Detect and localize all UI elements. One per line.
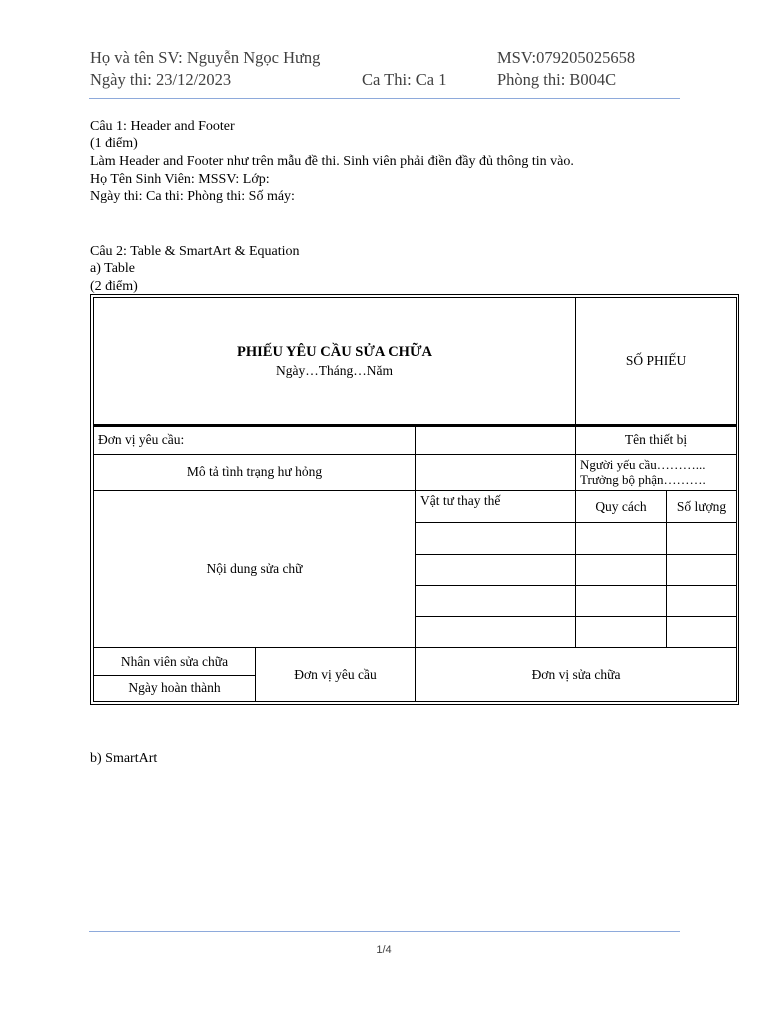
parts-row-4-qty[interactable] [667, 617, 737, 648]
parts-row-2-item[interactable] [416, 554, 576, 585]
header-exam-room: Phòng thi: B004C [497, 70, 617, 89]
repair-staff-label: Nhân viên sửa chữa [120, 653, 229, 669]
parts-row-2-spec[interactable] [576, 554, 667, 585]
header-student-id: MSV:079205025658 [497, 48, 636, 67]
completion-date-label: Ngày hoàn thành [128, 680, 221, 696]
q2b-label: b) SmartArt [90, 751, 158, 766]
q1-name-line: Họ Tên Sinh Viên: MSSV: Lớp: [90, 172, 270, 187]
repair-unit-sign-cell [416, 648, 737, 702]
repair-staff-cell [94, 648, 256, 675]
header-student-name: Họ và tên SV: Nguyễn Ngọc Hưng [90, 48, 321, 67]
q2-title: Câu 2: Table & SmartArt & Equation [90, 244, 300, 259]
parts-row-3-spec[interactable] [576, 585, 667, 616]
header-exam-shift: Ca Thi: Ca 1 [362, 70, 447, 89]
damage-desc-label: Mô tả tình trạng hư hỏng [186, 464, 323, 480]
form-number-cell [576, 298, 737, 426]
parts-row-3-qty[interactable] [667, 585, 737, 616]
spec-header: Quy cách [595, 498, 647, 514]
form-number-label: SỐ PHIẾU [625, 353, 687, 369]
req-unit-sign-cell [256, 648, 416, 702]
replacement-parts-label: Vật tư thay thế [420, 492, 501, 508]
q1-instruction: Làm Header and Footer như trên mẫu đề thi. Sinh viên phải điền đầy đủ thông tin vào. [90, 154, 574, 169]
form-date-line: Ngày…Tháng…Năm [276, 362, 393, 378]
header-exam-date: Ngày thi: 23/12/2023 [90, 70, 232, 89]
q2a-label: a) Table [90, 261, 136, 276]
device-name-cell [576, 426, 737, 454]
parts-row-2-qty[interactable] [667, 554, 737, 585]
repair-unit-sign-label: Đơn vị sửa chữa [531, 666, 621, 682]
q1-date-line: Ngày thi: Ca thi: Phòng thi: Số máy: [90, 189, 295, 204]
damage-desc-value[interactable] [416, 454, 576, 490]
parts-row-1-item[interactable] [416, 523, 576, 554]
replacement-parts-cell [416, 490, 576, 522]
damage-desc-cell [94, 454, 416, 490]
form-title: PHIẾU YÊU CẦU SỬA CHỮA [237, 343, 432, 360]
requesting-unit-value[interactable] [416, 426, 576, 454]
device-name-label: Tên thiết bị [624, 432, 688, 448]
repair-content-cell [94, 490, 416, 648]
parts-row-1-spec[interactable] [576, 523, 667, 554]
repair-request-table [93, 297, 737, 702]
quantity-header-cell [667, 490, 737, 522]
parts-row-1-qty[interactable] [667, 523, 737, 554]
requesting-unit-cell [94, 426, 416, 454]
footer-divider [89, 931, 680, 932]
parts-row-4-spec[interactable] [576, 617, 667, 648]
repair-content-label: Nội dung sửa chữ [206, 561, 303, 577]
header-divider [89, 98, 680, 99]
requester-label: Người yếu cầu………... [580, 457, 706, 473]
parts-row-4-item[interactable] [416, 617, 576, 648]
spec-header-cell [576, 490, 667, 522]
signers-cell [576, 454, 737, 490]
q2a-points: (2 điểm) [90, 279, 138, 294]
page-number: 1/4 [376, 944, 392, 956]
requesting-unit-label: Đơn vị yêu cầu: [98, 432, 185, 448]
dept-head-label: Trưởng bộ phận………. [580, 472, 706, 488]
q1-title: Câu 1: Header and Footer [90, 119, 235, 134]
quantity-header: Số lượng [676, 498, 727, 514]
completion-date-cell [94, 675, 256, 701]
req-unit-sign-label: Đơn vị yêu cầu [294, 666, 377, 682]
form-title-cell [94, 298, 576, 426]
parts-row-3-item[interactable] [416, 585, 576, 616]
q1-points: (1 điểm) [90, 136, 138, 151]
